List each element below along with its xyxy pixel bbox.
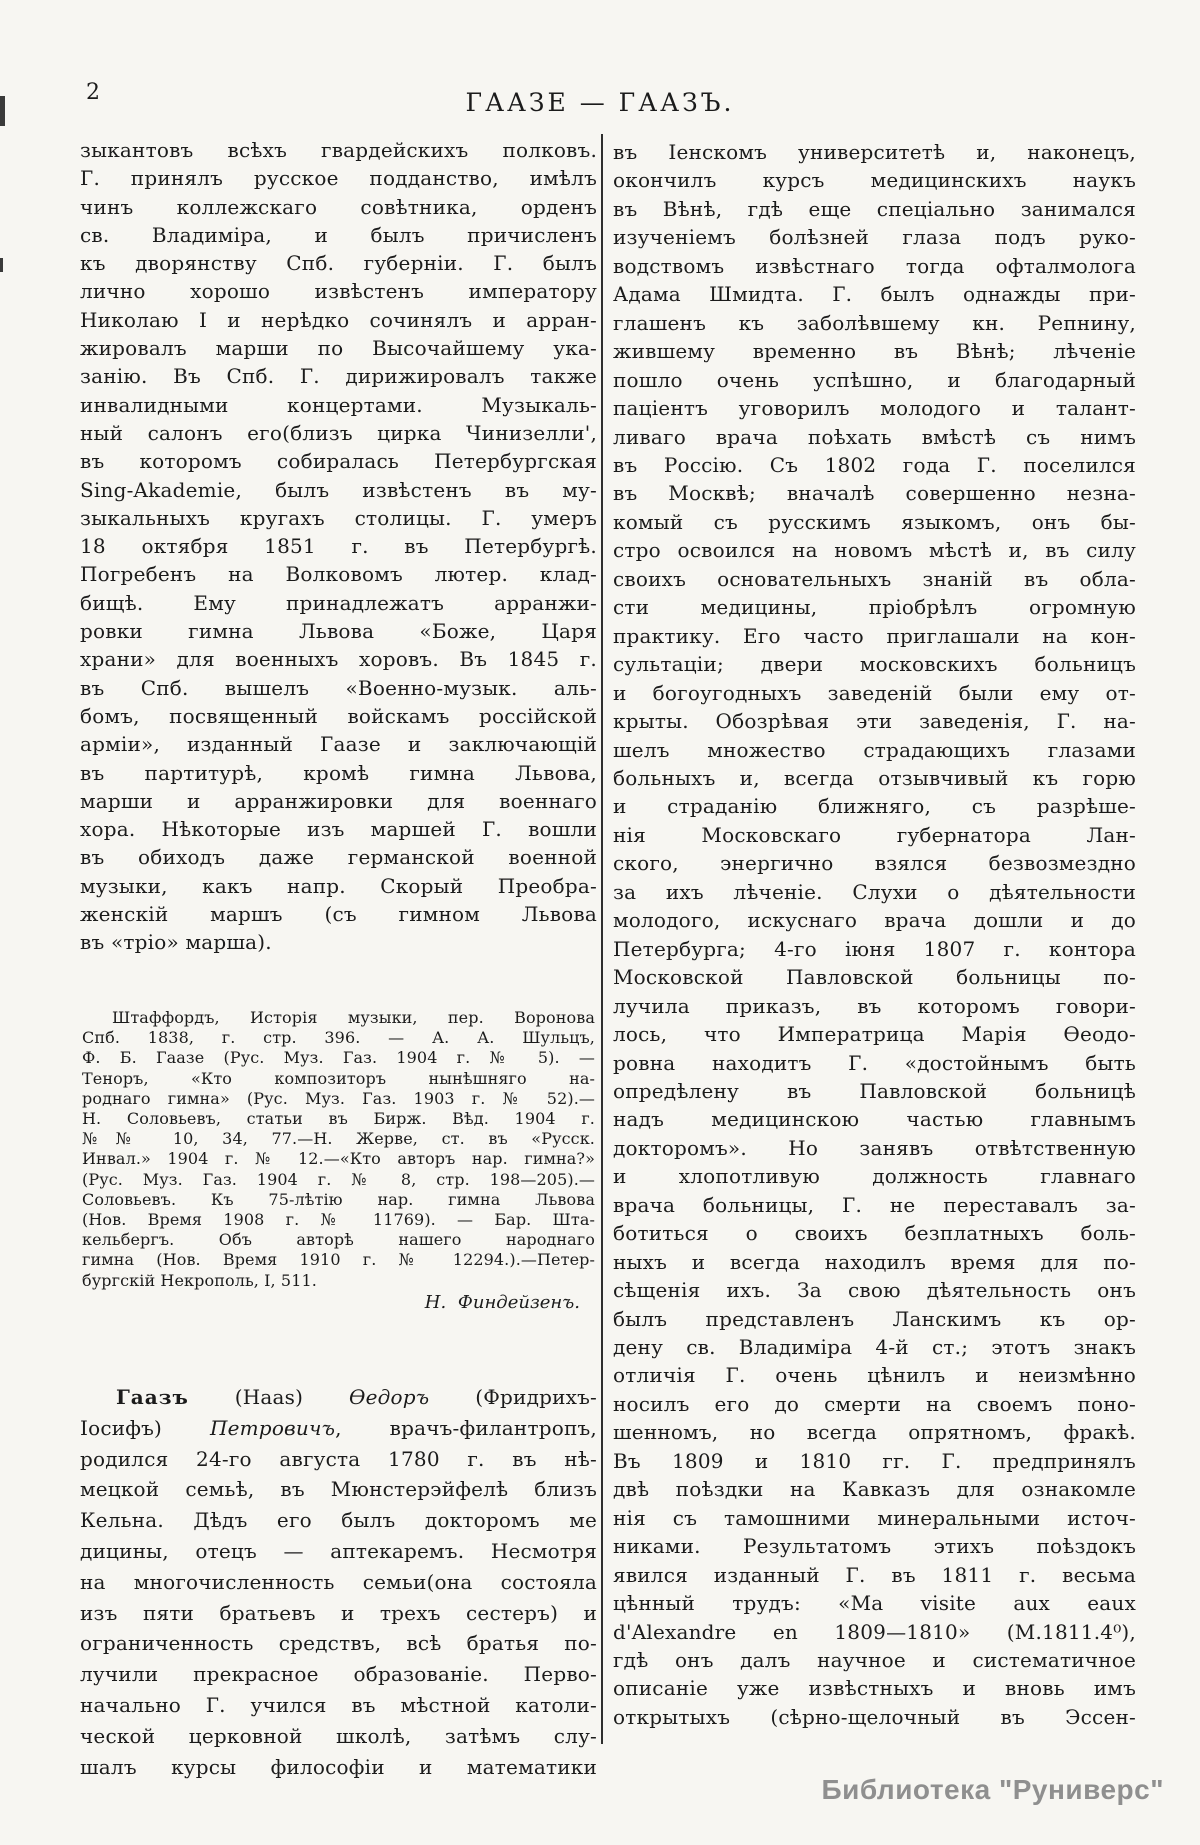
text-line: (Рус. Муз. Газ. 1904 г. № 8, стр. 198—205).— [82,1169,595,1189]
text-line: Г. принялъ русское подданство, имѣлъ [80,166,597,191]
text-line: въ Москвѣ; вначалѣ совершенно незна- [613,481,1136,506]
text-line: шелъ множество страдающихъ глазами [613,737,1136,762]
text-line: марши и арранжировки для военнаго [80,788,597,813]
text-line: арміи», изданный Гаазе и заключающій [80,732,597,757]
text-line: отличія Г. очень цѣнилъ и неизмѣнно [613,1363,1136,1388]
text-line: храни» для военныхъ хоровъ. Въ 1845 г. [80,647,597,672]
text-line: кельбергъ. Объ авторѣ нашего народнаго [82,1230,595,1250]
text-line: нія Московскаго губернатора Лан- [613,822,1136,847]
text-line: за ихъ лѣченіе. Слухи о дѣятельности [613,879,1136,904]
text-line: Sing-Akademie, былъ извѣстенъ въ му- [80,477,597,502]
text-line: шалъ курсы философіи и математики [80,1754,597,1779]
text-line: бомъ, посвященный войскамъ россійской [80,703,597,728]
text-line: сти медицины, пріобрѣлъ огромную [613,595,1136,620]
entry-patronymic: Петровичъ [209,1415,336,1440]
text-line: никами. Результатомъ этихъ поѣздокъ [613,1534,1136,1559]
text-line: къ дворянству Спб. губерніи. Г. былъ [80,251,597,276]
text-line: въ Вѣнѣ, гдѣ еще спеціально занимался [613,196,1136,221]
text-line: Штаффордъ, Исторія музыки, пер. Воронова [112,1008,595,1027]
text-line: паціентъ уговорилъ молодого и талант- [613,396,1136,421]
text-line: лучила приказъ, въ которомъ говори- [613,993,1136,1018]
text-line: двѣ поѣздки на Кавказъ для ознакомле [613,1477,1136,1502]
text-line: ровки гимна Львова «Боже, Царя [80,619,597,644]
text-line: музыки, какъ напр. Скорый Преобра- [80,873,597,898]
text-line: зыкантовъ всѣхъ гвардейскихъ полковъ. [80,138,597,162]
right-column-text [613,138,1136,1731]
text-line: стро освоился на новомъ мѣстѣ и, въ силу [613,538,1136,563]
text-line: надъ медицинскою частью главнымъ [613,1107,1136,1132]
text-line: занію. Въ Спб. Г. дирижировалъ также [80,364,597,389]
text-line: жившему временно въ Вѣнѣ; лѣченіе [613,339,1136,364]
text-line: былъ представленъ Ланскимъ къ ор- [613,1306,1136,1331]
text-line: Спб. 1838, г. стр. 396. — А. А. Шульцъ, [82,1028,595,1048]
entry-headword: Гаазъ [116,1385,189,1409]
entry-line2-tail: , врачъ-филантропъ, [335,1415,597,1440]
text-line: въ обиходъ даже германской военной [80,845,597,870]
entry-line2-pre: Іосифъ) [80,1415,210,1440]
text-line: практику. Его часто приглашали на кон- [613,623,1136,648]
entry-first-line [80,1382,597,1413]
text-line: и богоугодныхъ заведеній были ему от- [613,680,1136,705]
text-line: Въ 1809 и 1810 гг. Г. предпринялъ [613,1448,1136,1473]
text-line: докторомъ». Но занявъ отвѣтственную [613,1135,1136,1160]
text-line: Петербурга; 4-го іюня 1807 г. контора [613,936,1136,961]
text-line: жировалъ марши по Высочайшему ука- [80,336,597,361]
library-watermark: Библиотека "Руниверс" [821,1774,1164,1805]
entry-line1-tail: (Фридрихъ- [429,1385,597,1409]
text-line: Н. Соловьевъ, статьи въ Бирж. Вѣд. 1904 г. [82,1109,595,1129]
text-line: гдѣ онъ далъ научное и систематичное [613,1648,1136,1673]
text-line: лось, что Императрица Марія Ѳеодо- [613,1022,1136,1047]
text-line: бищѣ. Ему принадлежатъ арранжи- [80,590,597,615]
page-number: 2 [86,80,100,105]
text-line: ный салонъ его(близъ цирка Чинизелли', [80,420,597,445]
text-line: (Нов. Время 1908 г. № 11769). — Бар. Шта- [82,1210,595,1230]
text-line: дену св. Владиміра 4-й ст.; этотъ знакъ [613,1335,1136,1360]
text-line: комый съ русскимъ языкомъ, онъ бы- [613,509,1136,534]
text-line: d'Alexandre en 1809—1810» (М.1811.4⁰), [613,1619,1136,1644]
text-line: пошло очень успѣшно, и благодарный [613,367,1136,392]
column-divider [601,134,603,1744]
entry-second-line [80,1413,597,1444]
text-line: женскій маршъ (съ гимном Львова [80,902,597,927]
text-line: окончилъ курсъ медицинскихъ наукъ [613,168,1136,193]
left-column-continuation-paragraph [80,136,597,957]
text-line: явился изданный Г. въ 1811 г. весьма [613,1562,1136,1587]
text-line: Теноръ, «Кто композиторъ нынѣшняго на- [82,1068,595,1088]
bibliography-block [82,1008,595,1291]
text-line: Инвал.» 1904 г. № 12.—«Кто авторъ нар. гимна?» [82,1149,595,1169]
text-line: въ Спб. вышелъ «Военно-музык. аль- [80,675,597,700]
text-line: инвалидными концертами. Музыкаль- [80,392,597,417]
text-line: бургскій Некрополь, I, 511. [82,1270,317,1290]
text-line: изученіемъ болѣзней глаза подъ руко- [613,225,1136,250]
entry-latin-name: (Haas) [188,1385,350,1409]
text-line: хора. Нѣкоторые изъ маршей Г. вошли [80,817,597,842]
text-line: сультаціи; двери московскихъ больницъ [613,652,1136,677]
text-line: въ Іенскомъ университетѣ и, наконецъ, [613,140,1136,164]
entry-given-name: Ѳедоръ [349,1385,430,1409]
text-line: гимна (Нов. Время 1910 г. № 12294.).—Петер- [82,1250,595,1270]
text-line: роднаго гимна» (Рус. Муз. Газ. 1903 г. № 52).— [82,1088,595,1108]
text-line: зыкальныхъ кругахъ столицы. Г. умеръ [80,505,597,530]
text-line: и страданію ближняго, съ разрѣше- [613,794,1136,819]
text-line: въ «тріо» марша). [80,930,272,955]
text-line: Погребенъ на Волковомъ лютер. клад- [80,562,597,587]
text-line: цѣнный трудъ: «Ma visite aux eaux [613,1591,1136,1616]
text-line: шенномъ, но всегда опрятномъ, фракѣ. [613,1420,1136,1445]
text-line: Соловьевъ. Къ 75-лѣтію нар. гимна Львова [82,1189,595,1209]
text-line: начально Г. учился въ мѣстной католи- [80,1692,597,1717]
text-line: крыты. Обозрѣвая эти заведенія, Г. на- [613,709,1136,734]
text-line: Кельна. Дѣдъ его былъ докторомъ ме [80,1508,597,1533]
text-line: ского, энергично взялся безвозмездно [613,851,1136,876]
text-line: чинъ коллежскаго совѣтника, орденъ [80,194,597,219]
text-line: ботиться о своихъ безплатныхъ боль- [613,1221,1136,1246]
text-line: нія съ тамошними минеральными источ- [613,1505,1136,1530]
text-line: ныхъ и всегда находилъ время для по- [613,1249,1136,1274]
text-line: мецкой семьѣ, въ Мюнстерэйфелѣ близъ [80,1477,597,1502]
text-line: №№ 10, 34, 77.—Н. Жерве, ст. въ «Русск. [82,1129,595,1149]
author-signature: Н. Финдейзенъ. [424,1292,580,1313]
text-line: Ф. Б. Гаазе (Рус. Муз. Газ. 1904 г. № 5). — [82,1048,595,1068]
entry-body-lines [80,1444,597,1783]
text-line: носилъ его до смерти на своемъ поно- [613,1391,1136,1416]
text-line: врача больницы, Г. не переставалъ за- [613,1192,1136,1217]
text-line: лично хорошо извѣстенъ императору [80,279,597,304]
text-line: въ Россію. Съ 1802 года Г. поселился [613,452,1136,477]
text-line: сѣщенія ихъ. За свою дѣятельность онъ [613,1278,1136,1303]
text-line: открытыхъ (сѣрно-щелочный въ Эссен- [613,1704,1136,1729]
text-line: водствомъ извѣстнаго тогда офталмолога [613,253,1136,278]
text-line: св. Владиміра, и былъ причисленъ [80,222,597,247]
text-line: Николаю I и нерѣдко сочинялъ и арран- [80,307,597,332]
text-line: Адама Шмидта. Г. былъ однажды при- [613,282,1136,307]
text-line: больныхъ и, всегда отзывчивый къ горю [613,765,1136,790]
text-line: ческой церковной школѣ, затѣмъ слу- [80,1723,597,1748]
text-line: Московской Павловской больницы по- [613,965,1136,990]
text-line: своихъ основательныхъ знаній въ обла- [613,566,1136,591]
text-line: глашенъ къ заболѣвшему кн. Репнину, [613,310,1136,335]
text-line: ровна находитъ Г. «достойнымъ быть [613,1050,1136,1075]
text-line: лучили прекрасное образованіе. Перво- [80,1662,597,1687]
text-line: ливаго врача поѣхать вмѣстѣ съ нимъ [613,424,1136,449]
text-line: въ партитурѣ, кромѣ гимна Львова, [80,760,597,785]
text-line: 18 октября 1851 г. въ Петербургѣ. [80,534,597,559]
scan-artifact [0,96,5,126]
text-line: въ которомъ собиралась Петербургская [80,449,597,474]
text-line: ограниченность средствъ, всѣ братья по- [80,1631,597,1656]
text-line: и хлопотливую должность главнаго [613,1164,1136,1189]
text-line: родился 24-го августа 1780 г. въ нѣ- [80,1446,597,1471]
scan-artifact [0,258,3,272]
entry-haas-article [80,1382,597,1782]
page-header: ГААЗЕ — ГААЗЪ. [465,88,735,117]
text-line: дицины, отецъ — аптекаремъ. Несмотря [80,1538,597,1563]
text-line: изъ пяти братьевъ и трехъ сестеръ) и [80,1600,597,1625]
text-line: опредѣлену въ Павловской больницѣ [613,1078,1136,1103]
text-line: на многочисленность семьи(она состояла [80,1569,597,1594]
text-line: описаніе уже извѣстныхъ и вновь имъ [613,1676,1136,1701]
text-line: молодого, искуснаго врача дошли и до [613,908,1136,933]
